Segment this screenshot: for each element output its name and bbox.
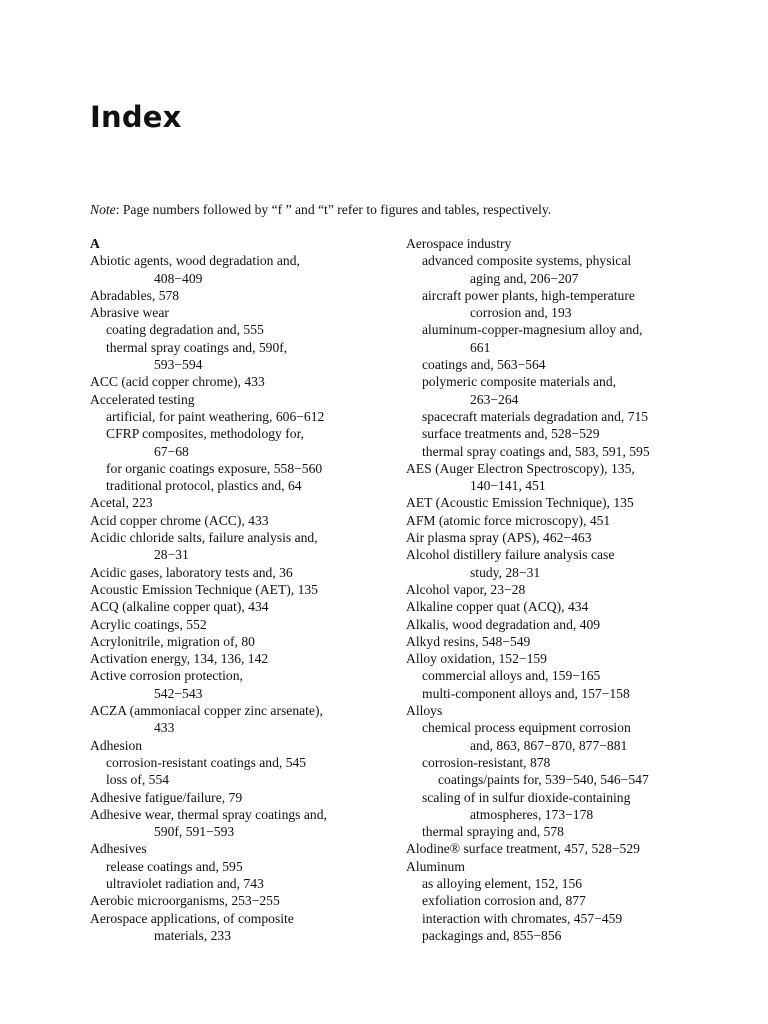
index-entry: Adhesion	[90, 737, 143, 753]
note-label: Note	[90, 202, 116, 217]
page-title: Index	[90, 100, 182, 134]
index-entry: aircraft power plants, high-temperature	[422, 287, 635, 303]
index-entry: Aerospace industry	[406, 236, 512, 251]
index-entry: Acid copper chrome (ACC), 433	[90, 512, 269, 528]
index-entry: Acrylic coatings, 552	[90, 616, 207, 632]
index-entry: Aerobic microorganisms, 253−255	[90, 893, 280, 909]
index-entry: 661	[470, 339, 491, 355]
index-entry: Acetal, 223	[90, 495, 153, 511]
index-entry: 67−68	[154, 443, 189, 459]
index-entry: 433	[154, 720, 175, 736]
index-entry: Active corrosion protection,	[90, 668, 243, 684]
index-entry: AES (Auger Electron Spectroscopy), 135,	[406, 460, 635, 476]
index-entry: Acidic chloride salts, failure analysis and,	[90, 530, 318, 546]
index-entry: corrosion and, 193	[470, 305, 572, 321]
index-entry: scaling of in sulfur dioxide-containing	[422, 789, 631, 805]
index-section-letter: A	[90, 236, 100, 251]
index-entry: traditional protocol, plastics and, 64	[106, 478, 302, 494]
index-entry: Acoustic Emission Technique (AET), 135	[90, 581, 318, 597]
index-column-left	[90, 235, 390, 944]
index-entry: exfoliation corrosion and, 877	[422, 893, 586, 909]
index-entry: multi-component alloys and, 157−158	[422, 685, 630, 701]
index-entry: Alodine® surface treatment, 457, 528−529	[406, 841, 640, 857]
index-entry: CFRP composites, methodology for,	[106, 426, 304, 442]
index-entry: Alcohol vapor, 23−28	[406, 581, 526, 597]
index-entry: artificial, for paint weathering, 606−612	[106, 408, 325, 424]
index-entry: Acrylonitrile, migration of, 80	[90, 633, 255, 649]
index-entry: release coatings and, 595	[106, 858, 243, 874]
index-entry: Accelerated testing	[90, 391, 195, 407]
index-entry: commercial alloys and, 159−165	[422, 668, 601, 684]
index-entry: materials, 233	[154, 927, 232, 943]
index-entry: 408−409	[154, 270, 203, 286]
index-entry: Aerospace applications, of composite	[90, 910, 294, 926]
index-entry: Air plasma spray (APS), 462−463	[406, 530, 592, 546]
index-entry: Adhesive wear, thermal spray coatings and,	[90, 806, 327, 822]
index-entry: Alcohol distillery failure analysis case	[406, 547, 615, 563]
index-entry: Alloy oxidation, 152−159	[406, 651, 547, 667]
index-entry: thermal spraying and, 578	[422, 824, 564, 840]
index-entry: interaction with chromates, 457−459	[422, 910, 623, 926]
index-entry: and, 863, 867−870, 877−881	[470, 737, 628, 753]
index-entry: ACQ (alkaline copper quat), 434	[90, 599, 269, 615]
index-entry: Adhesive fatigue/failure, 79	[90, 789, 243, 805]
index-entry: aging and, 206−207	[470, 270, 579, 286]
index-note	[90, 202, 551, 218]
index-entry: 542−543	[154, 685, 203, 701]
index-entry: Abiotic agents, wood degradation and,	[90, 253, 300, 269]
index-entry: 140−141, 451	[470, 478, 546, 494]
index-entry: Alkyd resins, 548−549	[406, 633, 531, 649]
index-entry: aluminum-copper-magnesium alloy and,	[422, 322, 643, 338]
index-entry: ACZA (ammoniacal copper zinc arsenate),	[90, 703, 323, 719]
index-entry: Acidic gases, laboratory tests and, 36	[90, 564, 293, 580]
index-entry: loss of, 554	[106, 772, 170, 788]
index-entry: corrosion-resistant coatings and, 545	[106, 754, 307, 770]
index-entry: 263−264	[470, 391, 519, 407]
index-entry: AET (Acoustic Emission Technique), 135	[406, 495, 634, 511]
index-entry: Abradables, 578	[90, 287, 180, 303]
index-entry: 593−594	[154, 357, 203, 373]
index-entry: ACC (acid copper chrome), 433	[90, 374, 265, 390]
index-entry: polymeric composite materials and,	[422, 374, 617, 390]
index-entry: Adhesives	[90, 841, 147, 857]
index-entry: corrosion-resistant, 878	[422, 754, 551, 770]
index-entry: 590f, 591−593	[154, 824, 235, 840]
index-entry: AFM (atomic force microscopy), 451	[406, 512, 611, 528]
index-entry: Alkaline copper quat (ACQ), 434	[406, 599, 589, 615]
index-entry: study, 28−31	[470, 564, 541, 580]
index-entry: 28−31	[154, 547, 189, 563]
index-entry: surface treatments and, 528−529	[422, 426, 600, 442]
note-text: : Page numbers followed by “f ” and “t” refer to figures and tables, respectively.	[115, 202, 552, 217]
index-entry: coatings and, 563−564	[422, 357, 546, 373]
index-entry: coating degradation and, 555	[106, 322, 264, 338]
index-column-right	[406, 235, 706, 944]
index-entry: spacecraft materials degradation and, 715	[422, 408, 649, 424]
index-entry: ultraviolet radiation and, 743	[106, 875, 264, 891]
index-entry: advanced composite systems, physical	[422, 253, 632, 269]
index-entry: Activation energy, 134, 136, 142	[90, 651, 269, 667]
index-entry: thermal spray coatings and, 590f,	[106, 339, 288, 355]
index-entry: Alkalis, wood degradation and, 409	[406, 616, 601, 632]
index-entry: thermal spray coatings and, 583, 591, 595	[422, 443, 650, 459]
index-entry: Alloys	[406, 703, 443, 719]
index-entry: Aluminum	[406, 858, 465, 874]
index-entry: packagings and, 855−856	[422, 927, 562, 943]
index-entry: chemical process equipment corrosion	[422, 720, 631, 736]
index-entry: Abrasive wear	[90, 305, 169, 321]
index-entry: as alloying element, 152, 156	[422, 875, 583, 891]
index-entry: atmospheres, 173−178	[470, 806, 594, 822]
index-entry: for organic coatings exposure, 558−560	[106, 460, 323, 476]
index-entry: coatings/paints for, 539−540, 546−547	[438, 772, 649, 788]
